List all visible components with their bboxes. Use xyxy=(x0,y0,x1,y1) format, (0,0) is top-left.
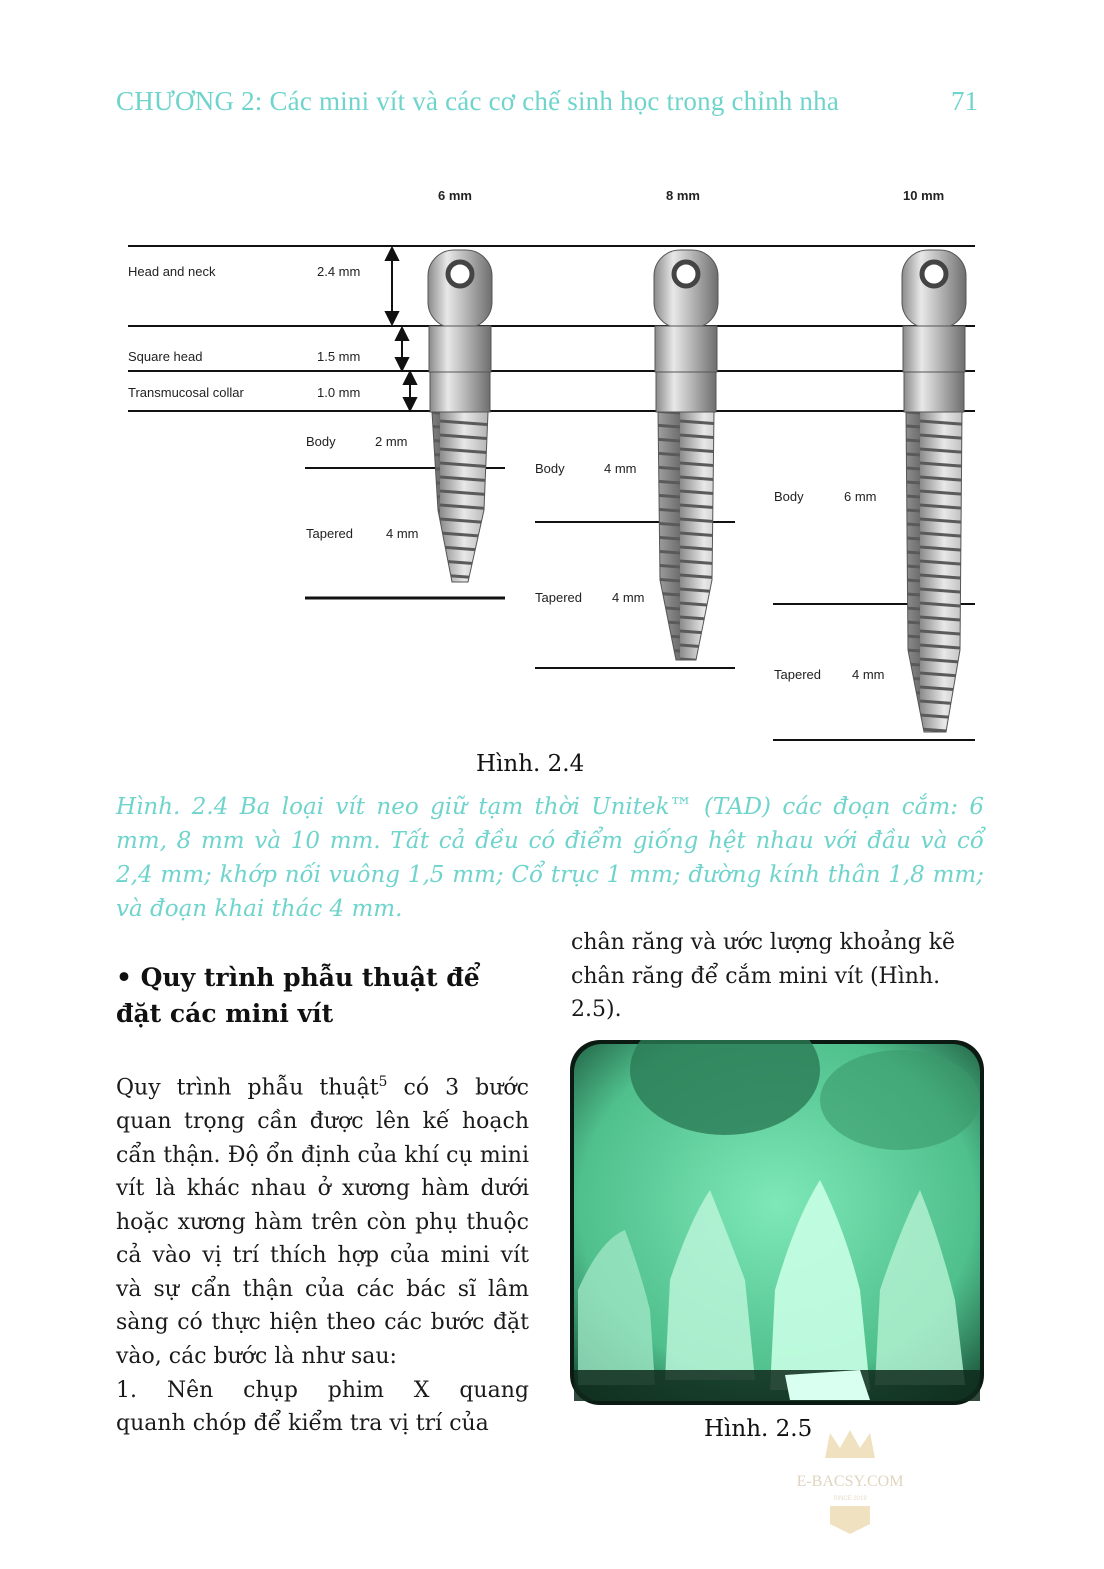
row-value-square-head: 1.5 mm xyxy=(317,349,361,364)
screw8-body-label: Body xyxy=(535,461,565,476)
row-label-collar: Transmucosal collar xyxy=(128,385,244,400)
screw10-body-value: 6 mm xyxy=(844,489,877,504)
para-text: Quy trình phẫu thuật xyxy=(116,1075,379,1101)
screw6-body-value: 2 mm xyxy=(375,434,408,449)
column-head-6mm: 6 mm xyxy=(438,188,472,203)
reference-superscript: 5 xyxy=(378,1074,388,1090)
step-word: Nên xyxy=(166,1377,214,1403)
step-word: quang xyxy=(459,1377,529,1403)
figure-2-5-label: Hình. 2.5 xyxy=(704,1416,813,1442)
screw10-tapered-value: 4 mm xyxy=(852,667,885,682)
page-number: 71 xyxy=(951,86,978,116)
para-text-continued: có 3 bước quan trọng cần được lên kế hoạch cẩn thận. Độ ổn định của khí cụ mini vít là khác nhau ở xương hàm dưới hoặc xương hàm trên còn phụ thuộc cả vào vị trí thích hợp của mini vít và sự cẩn thận của các bác sĩ lâm sàng có thực hiện theo các bước đặt vào, các bước là như sau: xyxy=(116,1075,529,1370)
watermark-logo xyxy=(780,1428,920,1538)
screw-8mm xyxy=(654,250,718,660)
row-value-collar: 1.0 mm xyxy=(317,385,361,400)
figure-2-4-diagram xyxy=(120,180,990,750)
step-1-line xyxy=(116,1374,529,1408)
screw-10mm xyxy=(902,250,966,732)
step-word: X xyxy=(413,1377,430,1403)
section-heading: • Quy trình phẫu thuật để đặt các mini vít xyxy=(116,963,480,1028)
section-body xyxy=(116,1066,529,1441)
screw8-tapered-label: Tapered xyxy=(535,590,582,605)
chapter-title: CHƯƠNG 2: Các mini vít và các cơ chế sinh học trong chỉnh nha xyxy=(116,86,840,116)
figure-2-4-label: Hình. 2.4 xyxy=(476,751,585,777)
step-1-rest: quanh chóp để kiểm tra vị trí của xyxy=(116,1411,489,1437)
row-label-head-neck: Head and neck xyxy=(128,264,216,279)
watermark-subtext: SINCE 2019 xyxy=(833,1496,867,1502)
row-label-square-head: Square head xyxy=(128,349,203,364)
step-word: phim xyxy=(327,1377,384,1403)
column-head-8mm: 8 mm xyxy=(666,188,700,203)
row-value-head-neck: 2.4 mm xyxy=(317,264,361,279)
watermark-text: E-BACSY.COM xyxy=(796,1473,904,1490)
screw8-tapered-value: 4 mm xyxy=(612,590,645,605)
screw10-body-label: Body xyxy=(774,489,804,504)
shield-icon xyxy=(830,1506,870,1534)
figure-2-4-caption: Hình. 2.4 Ba loại vít neo giữ tạm thời Unitek™ (TAD) các đoạn cắm: 6 mm, 8 mm và 10 mm. Tất cả đều có điểm giống hệt nhau với đầu và cổ 2,4 mm; khớp nối vuông 1,5 mm; Cổ trục 1 mm; đường kính thân 1,8 mm; và đoạn khai thác 4 mm. xyxy=(116,794,984,922)
step-word: chụp xyxy=(243,1377,298,1403)
section-paragraph xyxy=(116,1066,529,1374)
screw-6mm xyxy=(428,250,492,582)
dimension-arrows xyxy=(386,248,416,410)
right-column-text xyxy=(571,926,986,1027)
xray-image xyxy=(570,1040,984,1405)
screw6-body-label: Body xyxy=(306,434,336,449)
screw8-body-value: 4 mm xyxy=(604,461,637,476)
screw6-tapered-value: 4 mm xyxy=(386,526,419,541)
right-paragraph: chân răng và ước lượng khoảng kẽ chân răng để cắm mini vít (Hình. 2.5). xyxy=(571,930,956,1023)
screw10-tapered-label: Tapered xyxy=(774,667,821,682)
screw6-tapered-label: Tapered xyxy=(306,526,353,541)
crown-icon xyxy=(825,1430,875,1458)
step-number: 1. xyxy=(116,1377,137,1403)
column-head-10mm: 10 mm xyxy=(903,188,945,203)
